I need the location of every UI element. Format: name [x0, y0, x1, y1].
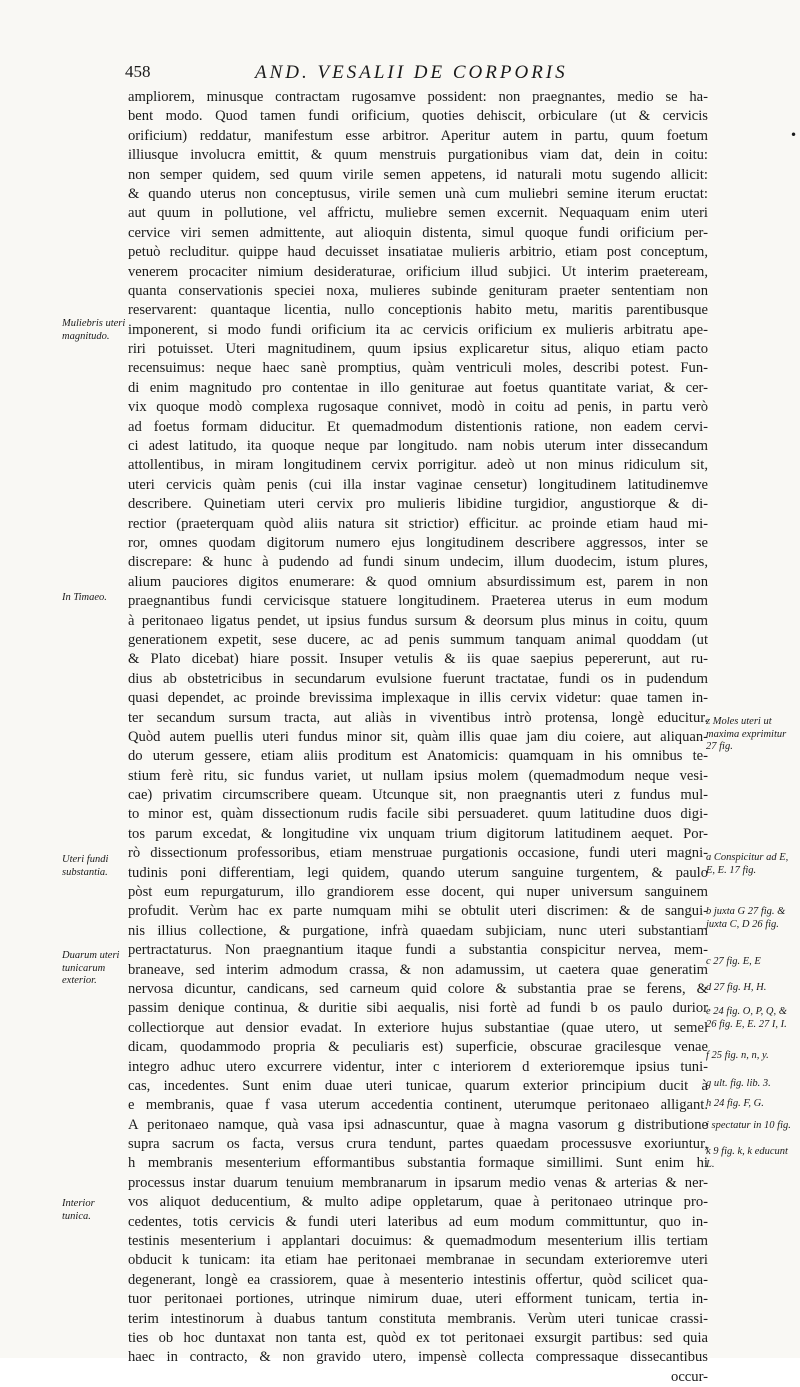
text-line: processus instar duarum tenuium membranarum in ipsarum medio venas & arterias & ner- — [128, 1174, 708, 1191]
text-line: tudinis poni differentiam, legi quidem, quando uterum sanguine turgentem, & paulo — [128, 864, 708, 881]
text-line: uteri cervicis quàm penis (cui illa instar vaginae censetur) longitudinem latitudinemve — [128, 476, 708, 493]
text-line: braneave, sed interim admodum crassa, & non adamussim, ut caetera quae generatim — [128, 961, 708, 978]
text-line: h membranis mesenterium efformantibus substantia formaque simillimi. Sunt enim hi — [128, 1155, 708, 1172]
edge-mark: • — [790, 128, 798, 142]
text-line: attollentibus, in miram longitudinem cervix porrigitur. adeò ut non minus ridiculum sit, — [128, 457, 708, 474]
page-header — [125, 62, 705, 88]
text-line: venerem procaciter nimium desideraturae, orificium illud subjici. Ut interim praeteream, — [128, 263, 708, 280]
margin-note-right: k 9 fig. k, k educunt L. — [706, 1146, 788, 1170]
text-line: pertractaturus. Non praegnantium itaque fundi a substantia conspicitur nervea, mem- — [128, 942, 708, 959]
margin-note-right: z Moles uteri ut maxima exprimitur 27 fig. — [706, 716, 787, 752]
text-line: nervosa dicuntur, candicans, sed carneum quid colore & substantia prae se ferens, & — [128, 980, 708, 997]
margin-note-right: d 27 fig. H, H. — [706, 982, 767, 993]
text-line: terim intestinorum à duabus tantum constituta membranis. Verùm uteri tunicae crassi- — [128, 1310, 708, 1327]
margin-note-right: g ult. fig. lib. 3. — [706, 1078, 771, 1089]
text-line: quanta conservationis speciei noxa, mulieres subinde genituram praeter sententiam non — [128, 282, 708, 299]
text-line: vos aliquot deducentium, & multo adipe oppletarum, quae à peritonaeo utrinque pro- — [128, 1194, 708, 1211]
text-line: generationem expetit, sese ducere, ac ad penis summum tanquam animal quoddam (ut — [128, 631, 708, 648]
text-line: Quòd autem puellis uteri fundus minor sit, quàm illis quae jam diu coiere, aut aliquan- — [128, 728, 708, 745]
text-line: nis illius collectione, & purgatione, infrà quaedam subjiciam, nunc uteri substantiam — [128, 922, 708, 939]
text-line: imponerent, si modo fundi orificium ita ac cervicis orificium ex mulieris arbitratu ape- — [128, 321, 708, 338]
page-number: 458 — [125, 62, 151, 81]
margin-note-left: Interior tunica. — [62, 1198, 95, 1222]
margin-note-left: In Timaeo. — [62, 592, 107, 603]
text-line: rectior (praeterquam quòd aliis natura sit strictior) efficitur. ac proinde etiam haud mi- — [128, 515, 708, 532]
margin-note-left: Muliebris uteri magnitudo. — [62, 318, 126, 342]
text-line: passim denique continua, & duritie sibi aequalis, nisi fortè ad fundi b os paulo durior — [128, 1000, 708, 1017]
text-line: discrepare: & hunc à pudendo ad fundi sinum undecim, illum duodecim, istum plures, — [128, 554, 708, 571]
margin-note-left: Uteri fundi substantia. — [62, 854, 109, 878]
text-line: illiusque involucra emittit, & quum menstruis purgationibus viam dat, dein in coitu: — [128, 147, 708, 164]
text-line: ampliorem, minusque contractam rugosamve possident: non praegnantes, medio se ha- — [128, 89, 708, 105]
margin-note-right: i spectatur in 10 fig. — [706, 1120, 791, 1131]
catchword: occur- — [671, 1368, 708, 1385]
text-line: stium ferè ritu, sic fundus variet, ut nullam ipsius molem (quemadmodum neque vesi- — [128, 767, 708, 784]
text-line: cae) privatim circumscribere queam. Utcunque sit, non praegnantis uteri z fundus mul- — [128, 787, 708, 804]
text-line: recensuimus: neque haec sanè promptius, quàm ventriculi moles, describi potest. Fun- — [128, 360, 708, 377]
margin-note-right: b juxta G 27 fig. & juxta C, D 26 fig. — [706, 906, 786, 930]
text-line: riri potuisset. Uteri magnitudinem, quum ipsius explicaretur situs, aliquo etiam pacto — [128, 341, 708, 358]
text-line: orificium) reddatur, manifestum esse arbitror. Aperitur autem in partu, quum foetum — [128, 127, 708, 144]
text-line: & quando uterus non conceptusus, virile semen unà cum muliebri semine iterum eructat: — [128, 185, 708, 202]
text-line: do uterum gessere, etiam aliis proditum est Anatomicis: quamquam in his omnibus te- — [128, 748, 708, 765]
text-line: obducit k tunicam: ita etiam hae peritonaei membranae in secundam exterioremve uteri — [128, 1252, 708, 1269]
text-line: profudit. Verùm hac ex parte numquam mihi se obtulit uteri discrimen: & de sangui- — [128, 903, 708, 920]
text-line: tuor peritonaei portiones, utrinque nimirum duae, uteri efforment tunicam, tertia in- — [128, 1291, 708, 1308]
text-line: à peritonaeo ligatus pendet, ut ipsius fundus sursum & deorsum plus minus in coitu, quum — [128, 612, 708, 629]
text-line: cervice viri semen admittente, aut alioquin distenta, simul quoque fundi orificium per- — [128, 224, 708, 241]
text-line: aut quum in pollutione, vel affrictu, muliebre semen excernit. Nequaquam enim uteri — [128, 205, 708, 222]
text-line: di enim magnitudo pro contentae in illo geniturae aut foetus quantitate variat, & cer- — [128, 379, 708, 396]
margin-note-right: f 25 fig. n, n, y. — [706, 1050, 769, 1061]
text-line: dius ab obstetricibus in secundarum evulsione fuerunt tractatae, fundi os in pudendum — [128, 670, 708, 687]
text-line: quasi dependet, ac proinde brevissima implexaque in illis cervix videtur: quae tamen in- — [128, 690, 708, 707]
text-line: describere. Quinetiam uteri cervix pro mulieris libidine turgidior, angustiorque & di- — [128, 496, 708, 513]
main-text-block — [128, 88, 708, 1385]
text-line: reservarent: quantaque licentia, nullo conceptionis habito metu, maritis parentibusque — [128, 302, 708, 319]
text-line: pòst eum repurgaturum, illo grandiorem esse docent, qui nuper universum sanguinem — [128, 884, 708, 901]
text-line: collectiorque aut densior evadat. In exteriore hujus substantiae (quae utero, ut semel — [128, 1019, 708, 1036]
text-line: vix quoque modò complexa rugosaque connivet, modò in coitu ad penis, in partu verò — [128, 399, 708, 416]
margin-note-right: e 24 fig. O, P, Q, & 26 fig. E, E. 27 I, I. — [706, 1006, 787, 1030]
text-line: petuò recluditur. quippe haud decuisset insatiatae mulieris arbitrio, etiam post conceptum, — [128, 244, 708, 261]
text-line: rò dissectionum professoribus, etiam menstruae purgationis occasione, fundi uteri magni- — [128, 845, 708, 862]
margin-note-right: c 27 fig. E, E — [706, 956, 761, 967]
text-line: ad foetus formam diducitur. Et quemadmodum distentionis ratione, non eadem cervi- — [128, 418, 708, 435]
running-title: AND. VESALII DE CORPORIS — [255, 62, 568, 83]
margin-note-right: a Conspicitur ad E, E, E. 17 fig. — [706, 852, 789, 876]
text-line: & Plato dicebat) hiare possit. Insuper vetulis & iis quae saepius pepererunt, aut ru- — [128, 651, 708, 668]
margin-note-right: h 24 fig. F, G. — [706, 1098, 764, 1109]
text-line: tos parum excedat, & longitudine vix unquam trium digitorum latitudinem aequet. Por- — [128, 825, 708, 842]
text-line: cedentes, totis cervicis & fundi uteri lateribus ad eum modum committuntur, quo in- — [128, 1213, 708, 1230]
text-line: non semper quidem, sed quum virile semen appetens, id naturali motu sugendo allicit: — [128, 166, 708, 183]
text-line: ties ob hoc duntaxat non tanta est, quòd ex tot peritonaei exsurgit partibus: sed quia — [128, 1330, 708, 1346]
text-line: to minor est, quàm dissectionum rudis facile sibi persuaderet. quum latitudine duos digi- — [128, 806, 708, 823]
text-line: ror, omnes quodam digitorum numero ejus longitudinem describere aggressos, inter se — [128, 534, 708, 551]
text-line: A peritonaeo namque, quà vasa ipsi adnascuntur, quae à magna vasorum g distributione — [128, 1116, 708, 1133]
text-line: cas, incedentes. Sunt enim duae uteri tunicae, quarum exterior principium ducit à — [128, 1077, 708, 1094]
text-line: e membranis, quae f vasa uterum accedentia continent, uterumque peritonaeo alligant. — [128, 1097, 708, 1114]
text-line: ter secandum sursum tracta, aut aliàs in viventibus intrò protensa, longè educitur. — [128, 709, 708, 726]
text-line: supra sacrum os facta, versus crura tendunt, partes quaedam processusve exoriuntur, — [128, 1136, 708, 1153]
text-line: alium pauciores digitos enumerare: & quod omnium absurdissimum est, parem in non — [128, 573, 708, 590]
text-line: haec in contracto, & non gravido utero, impensè collecta compressaque dissecantibus — [128, 1349, 708, 1366]
text-line: dicam, quodammodo propria & peculiaris est) superficie, obscurae gracilesque venae — [128, 1039, 708, 1056]
text-line: integro adhuc utero excurrere videntur, inter c interiorem d exterioremque ipsius tuni- — [128, 1058, 708, 1075]
text-line: bent modo. Quod tamen fundi orificium, quoties dehiscit, orbiculare (ut & cervicis — [128, 108, 708, 125]
margin-note-left: Duarum uteri tunicarum exterior. — [62, 950, 120, 986]
text-line: degenerant, longè ea crassiorem, quae à mesenterio intestinis offertur, quòd scilicet qua- — [128, 1271, 708, 1288]
text-line: testinis mesenterium i applantari docuimus: & quemadmodum mesenterium illis tertiam — [128, 1233, 708, 1250]
text-line: praegnantibus fundi cervicisque statuere longitudinem. Praeterea uterus in eum modum — [128, 593, 708, 610]
text-line: ci adest latitudo, ita quoque neque par longitudo. nam nobis uterum inter dissecandum — [128, 438, 708, 455]
